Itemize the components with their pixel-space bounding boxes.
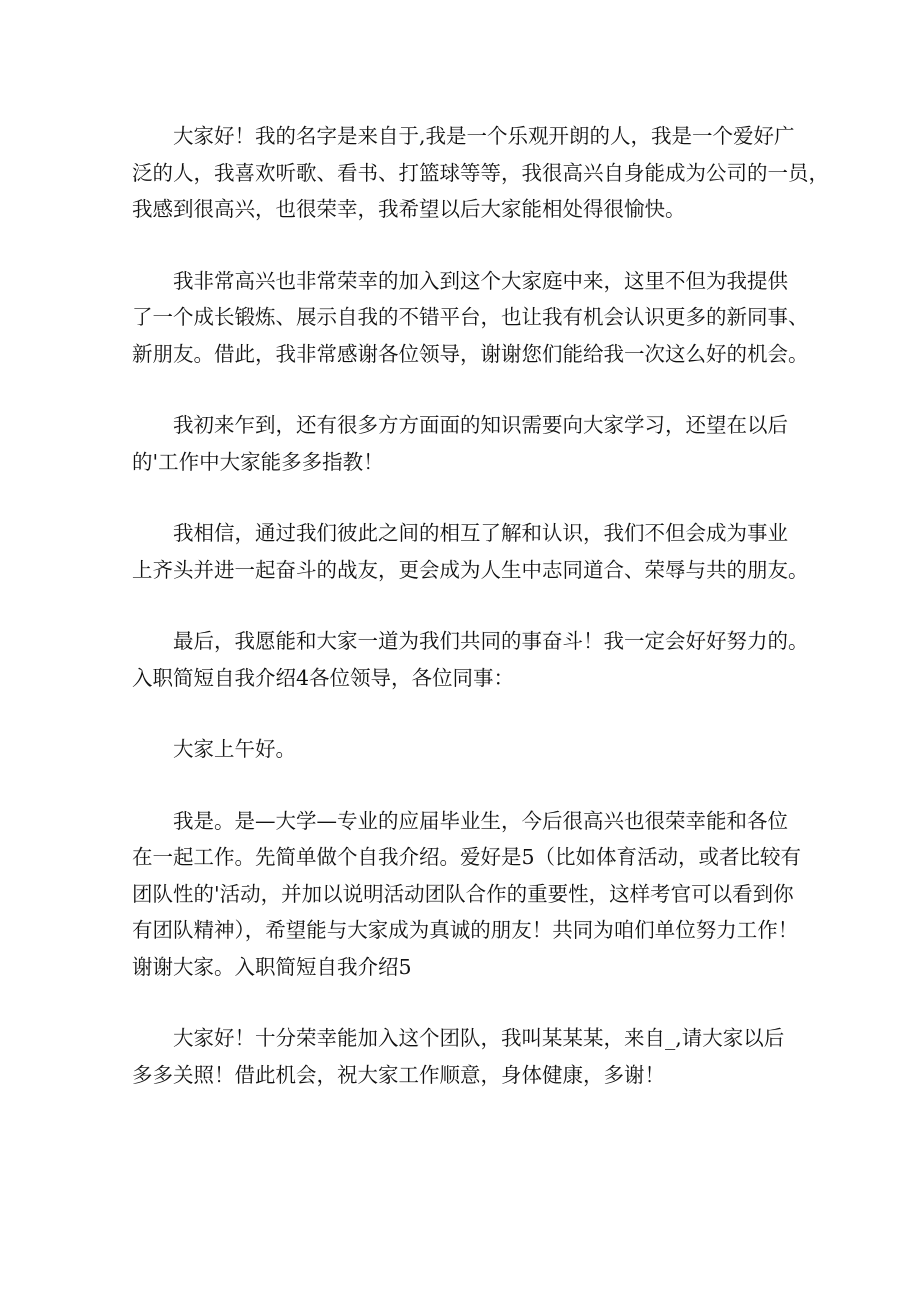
paragraph-line: 了一个成长锻炼、展示自我的不错平台，也让我有机会认识更多的新同事、 [132, 305, 809, 329]
paragraph-line: 大家好！我的名字是来自于,我是一个乐观开朗的人，我是一个爱好广 [173, 124, 795, 148]
paragraph-line: 最后，我愿能和大家一道为我们共同的事奋斗！我一定会好好努力的。 [173, 629, 809, 653]
paragraph-line: 在一起工作。先简单做个自我介绍。爱好是5（比如体育活动，或者比较有 [132, 845, 802, 869]
paragraph-1 [132, 118, 829, 228]
paragraph-line: 有团队精神），希望能与大家成为真诚的朋友！共同为咱们单位努力工作！ [132, 918, 799, 942]
paragraph-7 [132, 803, 802, 986]
paragraph-8 [132, 1020, 802, 1093]
paragraph-line: 多多关照！借此机会，祝大家工作顺意，身体健康，多谢！ [132, 1062, 665, 1087]
paragraph-2 [132, 263, 809, 373]
paragraph-line: 我初来乍到，还有很多方方面面的知识需要向大家学习，还望在以后 [173, 413, 788, 437]
paragraph-line: 大家上午好。 [173, 737, 296, 761]
paragraph-line: 我感到很高兴，也很荣幸，我希望以后大家能相处得很愉快。 [132, 197, 686, 221]
paragraph-line: 上齐头并进一起奋斗的战友，更会成为人生中志同道合、荣辱与共的朋友。 [132, 557, 809, 582]
paragraph-line: 我非常高兴也非常荣幸的加入到这个大家庭中来，这里不但为我提供 [173, 268, 788, 293]
paragraph-line: 泛的人，我喜欢听歌、看书、打篮球等等，我很高兴自身能成为公司的一员， [132, 160, 829, 185]
paragraph-5 [132, 623, 809, 696]
paragraph-line: 新朋友。借此，我非常感谢各位领导，谢谢您们能给我一次这么好的机会。 [132, 341, 809, 366]
paragraph-line: 团队性的'活动，并加以说明活动团队合作的重要性，这样考官可以看到你 [132, 881, 794, 906]
paragraph-line: 谢谢大家。入职简短自我介绍5 [132, 954, 412, 979]
paragraph-4 [132, 515, 809, 588]
paragraph-line: 入职简短自我介绍4各位领导，各位同事： [132, 665, 515, 690]
paragraph-line: 我是。是—大学—专业的应届毕业生，今后很高兴也很荣幸能和各位 [173, 808, 788, 833]
paragraph-line: 的'工作中大家能多多指教！ [132, 449, 384, 474]
paragraph-3 [132, 407, 802, 480]
paragraph-6 [132, 731, 802, 768]
paragraph-line: 我相信，通过我们彼此之间的相互了解和认识，我们不但会成为事业 [173, 521, 788, 545]
paragraph-line: 大家好！十分荣幸能加入这个团队，我叫某某某，来自_,请大家以后 [173, 1026, 785, 1050]
